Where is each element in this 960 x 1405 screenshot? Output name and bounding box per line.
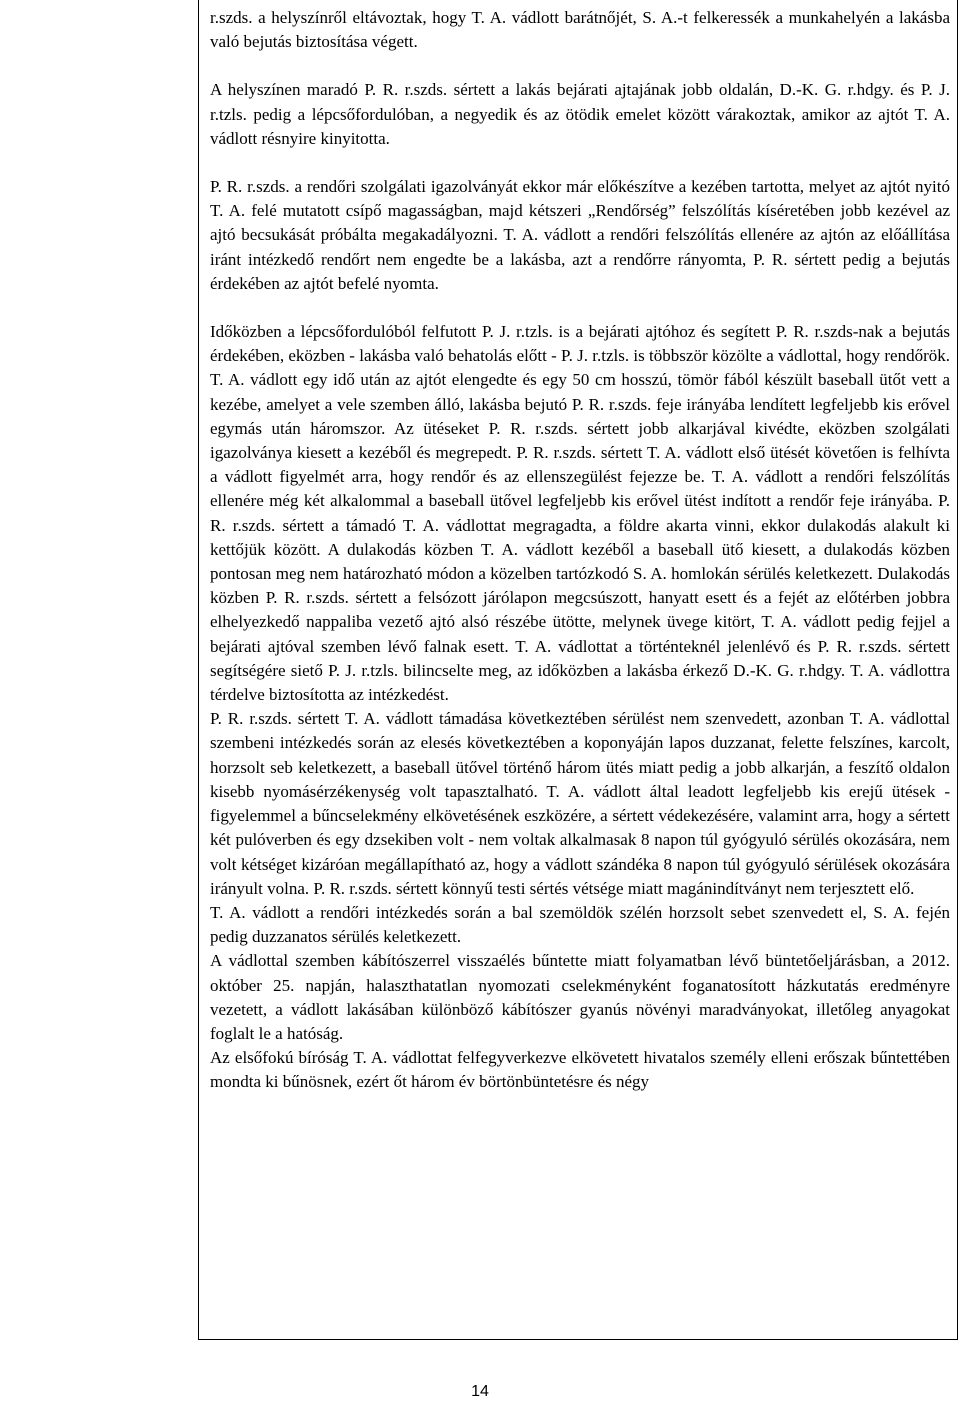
document-body [210, 6, 950, 1095]
paragraph: Időközben a lépcsőfordulóból felfutott P. J. r.tzls. is a bejárati ajtóhoz és segített P. R. r.szds-nak a bejutás érdekében, eközben - lakásba való behatolás előtt - P. J. r.tzls. is többször közölte a vádlottal, hogy rendőrök. T. A. vádlott egy idő után az ajtót elengedte és egy 50 cm hosszú, tömör fából készült baseball ütőt vett a kezébe, amelyet a vele szemben álló, lakásba bejutó P. R. r.szds. feje irányába lendített legfeljebb kis erővel egymás után háromszor. Az ütéseket P. R. r.szds. sértett jobb alkarjával kivédte, eközben szolgálati igazolványa kiesett a kezéből és megrepedt. P. R. r.szds. sértett T. A. vádlott első ütését követően is felhívta a vádlott figyelmét arra, hogy rendőr és az ellenszegülést fejezze be. T. A. vádlott a rendőri felszólítás ellenére még két alkalommal a baseball ütővel legfeljebb kis erővel ütést indított a rendőr feje irányába. P. R. r.szds. sértett a támadó T. A. vádlottat megragadta, a földre akarta vinni, ekkor dulakodás alakult ki kettőjük között. A dulakodás közben T. A. vádlott kezéből a baseball ütő kiesett, a dulakodás közben pontosan meg nem határozható módon a közelben tartózkodó S. A. homlokán sérülés keletkezett. Dulakodás közben P. R. r.szds. sértett a felsózott járólapon megcsúszott, hanyatt esett és a fejét az előtérben jobbra elhelyezkedő nappaliba vezető ajtó alsó részébe ütötte, melynek üvege kitört, T. A. vádlott pedig fejjel a bejárati ajtóval szemben lévő falnak esett. T. A. vádlottat a történteknél jelenlévő és P. R. r.szds. sértett segítségére siető P. J. r.tzls. bilincselte meg, az időközben a lakásba érkező D.-K. G. r.hdgy. T. A. vádlottra térdelve biztosította az intézkedést. [210, 322, 950, 705]
paragraph: A helyszínen maradó P. R. r.szds. sértett a lakás bejárati ajtajának jobb oldalán, D.-K. G. r.hdgy. és P. J. r.tzls. pedig a lépcsőfordulóban, a negyedik és az ötödik emelet között várakoztak, amikor az ajtót T. A. vádlott résnyire kinyitotta. [210, 80, 950, 148]
left-border-line [198, 0, 199, 1340]
page-number: 14 [471, 1383, 489, 1400]
paragraph: r.szds. a helyszínről eltávoztak, hogy T. A. vádlott barátnőjét, S. A.-t felkeressék a munkahelyén a lakásba való bejutás biztosítása végett. [210, 8, 950, 52]
right-border-line [957, 0, 958, 1340]
bottom-border-line [198, 1339, 958, 1340]
paragraph: A vádlottal szemben kábítószerrel visszaélés bűntette miatt folyamatban lévő büntetőeljárásban, a 2012. október 25. napján, halaszthatatlan nyomozati cselekményként foganatosított házkutatás eredményre vezetett, a vádlott lakásában különböző kábítószer gyanús növényi maradványokat, illetőleg anyagokat foglalt le a hatóság. [210, 951, 950, 1043]
paragraph: P. R. r.szds. a rendőri szolgálati igazolványát ekkor már előkészítve a kezében tartotta, melyet az ajtót nyitó T. A. felé mutatott csípő magasságban, majd kétszeri „Rendőrség” felszólítás kíséretében jobb kezével az ajtó becsukását próbálta megakadályozni. T. A. vádlott a rendőri felszólítás ellenére az ajtón az előállítása iránt intézkedő rendőrt nem engedte be a lakásba, azt a rendőrre rányomta, P. R. sértett pedig a bejutás érdekében az ajtót befelé nyomta. [210, 177, 950, 293]
paragraph: T. A. vádlott a rendőri intézkedés során a bal szemöldök szélén horzsolt sebet szenvedett el, S. A. fején pedig duzzanatos sérülés keletkezett. [210, 902, 950, 947]
paragraph: Az elsőfokú bíróság T. A. vádlottat felfegyverkezve elkövetett hivatalos személy elleni erőszak bűntettében mondta ki bűnösnek, ezért őt három év börtönbüntetésre és négy [210, 1048, 950, 1092]
paragraph: P. R. r.szds. sértett T. A. vádlott támadása következtében sérülést nem szenvedett, azonban T. A. vádlottal szembeni intézkedés során az elesés következtében a koponyáján lapos duzzanat, felette felszínes, karcolt, horzsolt seb keletkezett, a baseball ütővel történő három ütés miatt pedig a jobb alkarján, a feszítő oldalon kisebb nyomásérzékenység volt tapasztalható. T. A. vádlott által leadott legfeljebb kis erejű ütések - figyelemmel a bűncselekmény elkövetésének eszközére, a sértett védekezésére, valamint arra, hogy a sértett két pulóverben és egy dzsekiben volt - nem voltak alkalmasak 8 napon túl gyógyuló sérülés okozására, nem volt kétséget kizáróan megállapítható az, hogy a vádlott szándéka 8 napon túl gyógyuló sérülések okozására irányult volna. P. R. r.szds. sértett könnyű testi sértés vétsége miatt magánindítványt nem terjesztett elő. [210, 709, 950, 898]
